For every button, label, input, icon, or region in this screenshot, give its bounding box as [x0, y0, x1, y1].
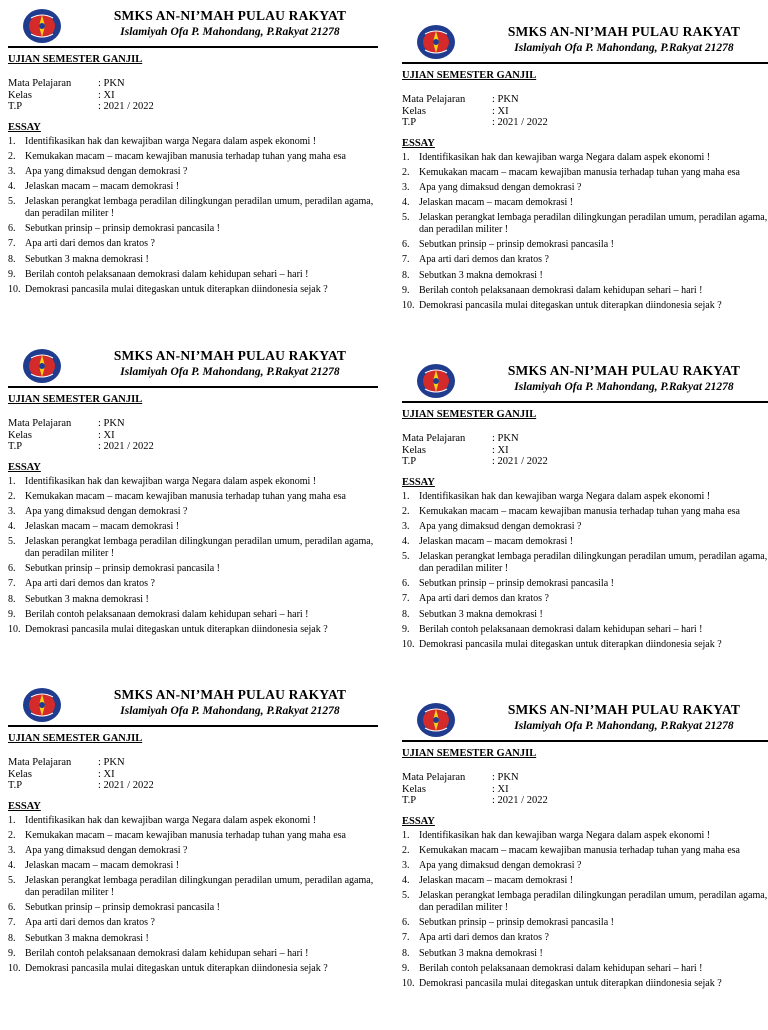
school-logo-icon [22, 346, 62, 386]
exam-title: UJIAN SEMESTER GANJIL [402, 748, 537, 759]
question-number: 10. [8, 283, 21, 295]
school-address: Islamiyah Ofa P. Mahondang, P.Rakyat 21278 [514, 720, 734, 732]
meta-label: Kelas [402, 783, 426, 795]
exam-sheet [8, 346, 378, 676]
letterhead [402, 700, 768, 742]
meta-label: Mata Pelajaran [402, 94, 466, 105]
meta-value: : PKN [98, 757, 125, 768]
meta-row [402, 94, 768, 106]
question-text: Berilah contoh pelaksanaan demokrasi dalam kehidupan sehari – hari ! [419, 284, 703, 296]
meta-label: T.P [8, 441, 23, 452]
meta-value: : PKN [492, 433, 519, 444]
question-list [402, 830, 768, 991]
question-number: 9. [8, 947, 16, 959]
question-item [8, 917, 378, 929]
question-item [8, 860, 378, 872]
school-name: SMKS AN-NI’MAH PULAU RAKYAT [507, 363, 741, 378]
meta-row [402, 795, 768, 807]
question-number: 6. [8, 563, 16, 575]
question-number: 9. [8, 608, 16, 620]
question-text: Jelaskan macam – macam demokrasi ! [25, 859, 180, 871]
question-item [402, 875, 768, 887]
question-number: 5. [402, 211, 410, 223]
exam-sheet [402, 361, 768, 691]
question-text: Apa yang dimaksud dengan demokrasi ? [419, 520, 582, 532]
question-item [402, 270, 768, 282]
school-logo-icon [416, 22, 456, 62]
letterhead [402, 22, 768, 64]
question-text: Identifikasikan hak dan kewajiban warga Negara dalam aspek ekonomi ! [419, 490, 711, 502]
school-logo-icon [416, 700, 456, 740]
meta-row [8, 441, 378, 453]
school-logo-icon [22, 6, 62, 46]
question-text: Sebutkan prinsip – prinsip demokrasi pancasila ! [25, 223, 220, 235]
meta-row [402, 784, 768, 796]
question-number: 6. [8, 902, 16, 914]
section-title: ESSAY [8, 800, 41, 812]
question-text: Berilah contoh pelaksanaan demokrasi dalam kehidupan sehari – hari ! [25, 947, 309, 959]
letterhead [402, 361, 768, 403]
question-item [402, 624, 768, 636]
question-text: Demokrasi pancasila mulai ditegaskan untuk diterapkan diindonesia sejak ? [419, 977, 722, 989]
meta-label: Kelas [402, 444, 426, 456]
meta-row [8, 418, 378, 430]
question-text: Apa yang dimaksud dengan demokrasi ? [25, 844, 188, 856]
question-number: 10. [402, 638, 415, 650]
school-name: SMKS AN-NI’MAH PULAU RAKYAT [507, 702, 741, 717]
meta-label: T.P [402, 117, 417, 128]
school-address: Islamiyah Ofa P. Mahondang, P.Rakyat 21278 [120, 26, 340, 38]
question-item [402, 593, 768, 605]
meta-row [402, 772, 768, 784]
letterhead [8, 6, 378, 48]
question-text: Jelaskan perangkat lembaga peradilan dilingkungan peradilan umum, peradilan agama, dan peradilan militer ! [25, 535, 374, 560]
question-item [402, 845, 768, 857]
school-address: Islamiyah Ofa P. Mahondang, P.Rakyat 21278 [514, 42, 734, 54]
meta-value: : XI [98, 768, 115, 780]
question-list [8, 815, 378, 976]
question-number: 3. [8, 165, 16, 177]
question-text: Apa yang dimaksud dengan demokrasi ? [419, 859, 582, 871]
question-text: Berilah contoh pelaksanaan demokrasi dalam kehidupan sehari – hari ! [419, 962, 703, 974]
question-item [8, 491, 378, 503]
school-identity [80, 8, 380, 40]
question-text: Jelaskan perangkat lembaga peradilan dilingkungan peradilan umum, peradilan agama, dan peradilan militer ! [419, 550, 768, 575]
school-identity [80, 348, 380, 380]
question-text: Sebutkan 3 makna demokrasi ! [419, 608, 543, 620]
question-item [8, 845, 378, 857]
question-number: 4. [402, 196, 410, 208]
letterhead [8, 346, 378, 388]
meta-label: Mata Pelajaran [402, 772, 466, 783]
question-number: 9. [402, 623, 410, 635]
exam-title: UJIAN SEMESTER GANJIL [8, 54, 143, 65]
meta-value: : XI [492, 444, 509, 456]
meta-label: Mata Pelajaran [8, 418, 72, 429]
question-text: Sebutkan 3 makna demokrasi ! [25, 253, 149, 265]
exam-sheet [8, 6, 378, 336]
school-name: SMKS AN-NI’MAH PULAU RAKYAT [113, 687, 347, 702]
question-list [8, 136, 378, 297]
question-list [402, 152, 768, 313]
meta-label: T.P [8, 101, 23, 112]
exam-meta [8, 757, 378, 792]
exam-meta [402, 433, 768, 468]
meta-row [8, 78, 378, 90]
question-number: 6. [8, 223, 16, 235]
question-text: Sebutkan prinsip – prinsip demokrasi pancasila ! [25, 902, 220, 914]
question-item [402, 491, 768, 503]
exam-title: UJIAN SEMESTER GANJIL [402, 70, 537, 81]
question-number: 8. [8, 593, 16, 605]
question-item [402, 890, 768, 915]
question-text: Sebutkan prinsip – prinsip demokrasi pancasila ! [25, 563, 220, 575]
question-text: Jelaskan perangkat lembaga peradilan dilingkungan peradilan umum, peradilan agama, dan peradilan militer ! [419, 889, 768, 914]
school-identity [474, 24, 768, 56]
school-address: Islamiyah Ofa P. Mahondang, P.Rakyat 21278 [120, 366, 340, 378]
question-item [402, 932, 768, 944]
meta-row [8, 780, 378, 792]
question-item [402, 639, 768, 651]
question-item [8, 624, 378, 636]
school-name: SMKS AN-NI’MAH PULAU RAKYAT [113, 8, 347, 23]
exam-meta [8, 78, 378, 113]
question-item [402, 551, 768, 576]
meta-value: : 2021 / 2022 [98, 780, 154, 791]
question-text: Berilah contoh pelaksanaan demokrasi dalam kehidupan sehari – hari ! [25, 608, 309, 620]
meta-value: : XI [98, 429, 115, 441]
meta-label: Mata Pelajaran [8, 757, 72, 768]
section-title: ESSAY [402, 476, 435, 488]
question-number: 5. [8, 874, 16, 886]
question-number: 1. [402, 490, 410, 502]
question-text: Jelaskan macam – macam demokrasi ! [419, 535, 574, 547]
question-number: 10. [8, 623, 21, 635]
question-number: 3. [8, 505, 16, 517]
question-text: Identifikasikan hak dan kewajiban warga Negara dalam aspek ekonomi ! [419, 829, 711, 841]
question-item [8, 476, 378, 488]
question-item [402, 506, 768, 518]
meta-value: : XI [492, 105, 509, 117]
section-title: ESSAY [8, 121, 41, 133]
question-list [402, 491, 768, 652]
section-title: ESSAY [402, 137, 435, 149]
question-item [402, 254, 768, 266]
question-item [8, 815, 378, 827]
question-text: Sebutkan 3 makna demokrasi ! [419, 269, 543, 281]
question-item [402, 963, 768, 975]
exam-sheet [402, 22, 768, 352]
question-item [402, 536, 768, 548]
question-text: Identifikasikan hak dan kewajiban warga Negara dalam aspek ekonomi ! [25, 135, 317, 147]
question-item [8, 181, 378, 193]
question-number: 7. [8, 578, 16, 590]
question-number: 1. [402, 829, 410, 841]
question-item [8, 506, 378, 518]
question-text: Demokrasi pancasila mulai ditegaskan untuk diterapkan diindonesia sejak ? [25, 283, 328, 295]
meta-label: Kelas [8, 89, 32, 101]
question-number: 5. [8, 195, 16, 207]
meta-value: : 2021 / 2022 [98, 441, 154, 452]
question-text: Jelaskan perangkat lembaga peradilan dilingkungan peradilan umum, peradilan agama, dan peradilan militer ! [419, 211, 768, 236]
question-text: Apa arti dari demos dan kratos ? [25, 578, 155, 590]
question-text: Kemukakan macam – macam kewajiban manusia terhadap tuhan yang maha esa [25, 150, 346, 162]
question-text: Sebutkan 3 makna demokrasi ! [25, 932, 149, 944]
question-item [402, 521, 768, 533]
question-number: 7. [8, 917, 16, 929]
question-item [402, 182, 768, 194]
question-text: Jelaskan perangkat lembaga peradilan dilingkungan peradilan umum, peradilan agama, dan peradilan militer ! [25, 195, 374, 220]
question-item [402, 152, 768, 164]
school-address: Islamiyah Ofa P. Mahondang, P.Rakyat 21278 [514, 381, 734, 393]
question-number: 1. [8, 814, 16, 826]
meta-row [402, 117, 768, 129]
question-text: Apa arti dari demos dan kratos ? [419, 254, 549, 266]
question-text: Kemukakan macam – macam kewajiban manusia terhadap tuhan yang maha esa [419, 166, 740, 178]
question-item [402, 917, 768, 929]
meta-value: : XI [492, 783, 509, 795]
question-text: Demokrasi pancasila mulai ditegaskan untuk diterapkan diindonesia sejak ? [25, 623, 328, 635]
question-number: 8. [402, 608, 410, 620]
section-title: ESSAY [8, 461, 41, 473]
question-text: Jelaskan perangkat lembaga peradilan dilingkungan peradilan umum, peradilan agama, dan peradilan militer ! [25, 874, 374, 899]
question-text: Apa yang dimaksud dengan demokrasi ? [419, 181, 582, 193]
question-item [402, 609, 768, 621]
question-text: Demokrasi pancasila mulai ditegaskan untuk diterapkan diindonesia sejak ? [419, 299, 722, 311]
question-item [8, 166, 378, 178]
question-number: 2. [402, 166, 410, 178]
question-number: 7. [8, 238, 16, 250]
question-item [402, 578, 768, 590]
meta-value: : 2021 / 2022 [492, 117, 548, 128]
question-number: 2. [8, 150, 16, 162]
question-item [402, 167, 768, 179]
question-item [402, 197, 768, 209]
question-item [402, 948, 768, 960]
question-number: 7. [402, 254, 410, 266]
question-item [402, 830, 768, 842]
question-number: 10. [402, 299, 415, 311]
school-identity [474, 702, 768, 734]
meta-label: T.P [402, 795, 417, 806]
question-number: 4. [402, 874, 410, 886]
question-text: Jelaskan macam – macam demokrasi ! [25, 180, 180, 192]
question-number: 9. [402, 284, 410, 296]
question-number: 5. [402, 550, 410, 562]
question-text: Apa arti dari demos dan kratos ? [25, 917, 155, 929]
question-item [8, 196, 378, 221]
meta-row [402, 445, 768, 457]
question-number: 2. [8, 829, 16, 841]
question-number: 4. [402, 535, 410, 547]
meta-row [402, 433, 768, 445]
meta-value: : 2021 / 2022 [98, 101, 154, 112]
question-item [8, 284, 378, 296]
section-title: ESSAY [402, 815, 435, 827]
school-logo-icon [22, 685, 62, 725]
meta-label: Mata Pelajaran [402, 433, 466, 444]
question-text: Identifikasikan hak dan kewajiban warga Negara dalam aspek ekonomi ! [25, 475, 317, 487]
meta-label: Kelas [8, 429, 32, 441]
question-text: Berilah contoh pelaksanaan demokrasi dalam kehidupan sehari – hari ! [419, 623, 703, 635]
exam-title: UJIAN SEMESTER GANJIL [402, 409, 537, 420]
school-name: SMKS AN-NI’MAH PULAU RAKYAT [113, 348, 347, 363]
question-text: Jelaskan macam – macam demokrasi ! [419, 874, 574, 886]
letterhead [8, 685, 378, 727]
question-number: 1. [8, 135, 16, 147]
question-number: 8. [8, 253, 16, 265]
question-text: Sebutkan 3 makna demokrasi ! [419, 947, 543, 959]
question-item [8, 238, 378, 250]
school-identity [474, 363, 768, 395]
question-item [402, 978, 768, 990]
question-text: Kemukakan macam – macam kewajiban manusia terhadap tuhan yang maha esa [419, 505, 740, 517]
question-number: 10. [402, 977, 415, 989]
exam-sheet [8, 685, 378, 1015]
meta-row [8, 101, 378, 113]
question-number: 8. [8, 932, 16, 944]
question-number: 3. [402, 520, 410, 532]
question-text: Jelaskan macam – macam demokrasi ! [419, 196, 574, 208]
question-item [8, 223, 378, 235]
school-address: Islamiyah Ofa P. Mahondang, P.Rakyat 21278 [120, 705, 340, 717]
question-number: 7. [402, 593, 410, 605]
question-item [8, 269, 378, 281]
meta-value: : PKN [98, 78, 125, 89]
school-identity [80, 687, 380, 719]
question-number: 10. [8, 962, 21, 974]
question-number: 6. [402, 239, 410, 251]
question-number: 6. [402, 917, 410, 929]
meta-value: : PKN [492, 94, 519, 105]
meta-label: Kelas [8, 768, 32, 780]
question-number: 2. [8, 490, 16, 502]
question-number: 2. [402, 844, 410, 856]
question-number: 1. [402, 151, 410, 163]
meta-row [402, 456, 768, 468]
question-text: Apa arti dari demos dan kratos ? [419, 593, 549, 605]
question-text: Sebutkan 3 makna demokrasi ! [25, 593, 149, 605]
question-number: 3. [402, 859, 410, 871]
question-text: Apa yang dimaksud dengan demokrasi ? [25, 505, 188, 517]
question-item [402, 860, 768, 872]
question-item [8, 830, 378, 842]
question-item [8, 151, 378, 163]
meta-value: : XI [98, 89, 115, 101]
question-number: 3. [8, 844, 16, 856]
meta-value: : 2021 / 2022 [492, 456, 548, 467]
meta-label: T.P [8, 780, 23, 791]
exam-meta [402, 94, 768, 129]
question-number: 3. [402, 181, 410, 193]
meta-value: : PKN [98, 418, 125, 429]
question-item [8, 594, 378, 606]
question-text: Sebutkan prinsip – prinsip demokrasi pancasila ! [419, 578, 614, 590]
meta-row [8, 90, 378, 102]
question-item [8, 254, 378, 266]
question-item [402, 285, 768, 297]
question-text: Apa arti dari demos dan kratos ? [25, 238, 155, 250]
question-item [402, 300, 768, 312]
question-text: Kemukakan macam – macam kewajiban manusia terhadap tuhan yang maha esa [25, 829, 346, 841]
question-item [8, 578, 378, 590]
meta-label: Mata Pelajaran [8, 78, 72, 89]
school-logo-icon [416, 361, 456, 401]
question-text: Apa yang dimaksud dengan demokrasi ? [25, 165, 188, 177]
meta-label: Kelas [402, 105, 426, 117]
question-number: 5. [402, 889, 410, 901]
question-item [8, 563, 378, 575]
school-name: SMKS AN-NI’MAH PULAU RAKYAT [507, 24, 741, 39]
question-item [8, 875, 378, 900]
question-number: 8. [402, 947, 410, 959]
question-text: Sebutkan prinsip – prinsip demokrasi pancasila ! [419, 917, 614, 929]
exam-sheet [402, 700, 768, 1030]
meta-row [8, 769, 378, 781]
question-number: 1. [8, 475, 16, 487]
meta-row [402, 106, 768, 118]
question-text: Identifikasikan hak dan kewajiban warga Negara dalam aspek ekonomi ! [419, 151, 711, 163]
question-text: Demokrasi pancasila mulai ditegaskan untuk diterapkan diindonesia sejak ? [419, 638, 722, 650]
question-item [8, 963, 378, 975]
question-number: 8. [402, 269, 410, 281]
question-number: 6. [402, 578, 410, 590]
question-item [8, 933, 378, 945]
exam-title: UJIAN SEMESTER GANJIL [8, 394, 143, 405]
meta-row [8, 430, 378, 442]
meta-value: : 2021 / 2022 [492, 795, 548, 806]
question-item [8, 609, 378, 621]
question-text: Sebutkan prinsip – prinsip demokrasi pancasila ! [419, 239, 614, 251]
exam-meta [8, 418, 378, 453]
question-text: Apa arti dari demos dan kratos ? [419, 932, 549, 944]
question-text: Berilah contoh pelaksanaan demokrasi dalam kehidupan sehari – hari ! [25, 268, 309, 280]
question-item [402, 239, 768, 251]
question-text: Kemukakan macam – macam kewajiban manusia terhadap tuhan yang maha esa [419, 844, 740, 856]
exam-meta [402, 772, 768, 807]
question-number: 5. [8, 535, 16, 547]
question-number: 4. [8, 180, 16, 192]
question-number: 7. [402, 932, 410, 944]
question-text: Kemukakan macam – macam kewajiban manusia terhadap tuhan yang maha esa [25, 490, 346, 502]
question-number: 9. [402, 962, 410, 974]
question-number: 4. [8, 859, 16, 871]
question-item [402, 212, 768, 237]
meta-value: : PKN [492, 772, 519, 783]
meta-row [8, 757, 378, 769]
question-item [8, 536, 378, 561]
meta-label: T.P [402, 456, 417, 467]
question-list [8, 476, 378, 637]
question-text: Demokrasi pancasila mulai ditegaskan untuk diterapkan diindonesia sejak ? [25, 962, 328, 974]
question-item [8, 902, 378, 914]
question-number: 4. [8, 520, 16, 532]
question-text: Jelaskan macam – macam demokrasi ! [25, 520, 180, 532]
question-item [8, 136, 378, 148]
question-number: 9. [8, 268, 16, 280]
question-number: 2. [402, 505, 410, 517]
exam-title: UJIAN SEMESTER GANJIL [8, 733, 143, 744]
question-text: Identifikasikan hak dan kewajiban warga Negara dalam aspek ekonomi ! [25, 814, 317, 826]
question-item [8, 521, 378, 533]
question-item [8, 948, 378, 960]
